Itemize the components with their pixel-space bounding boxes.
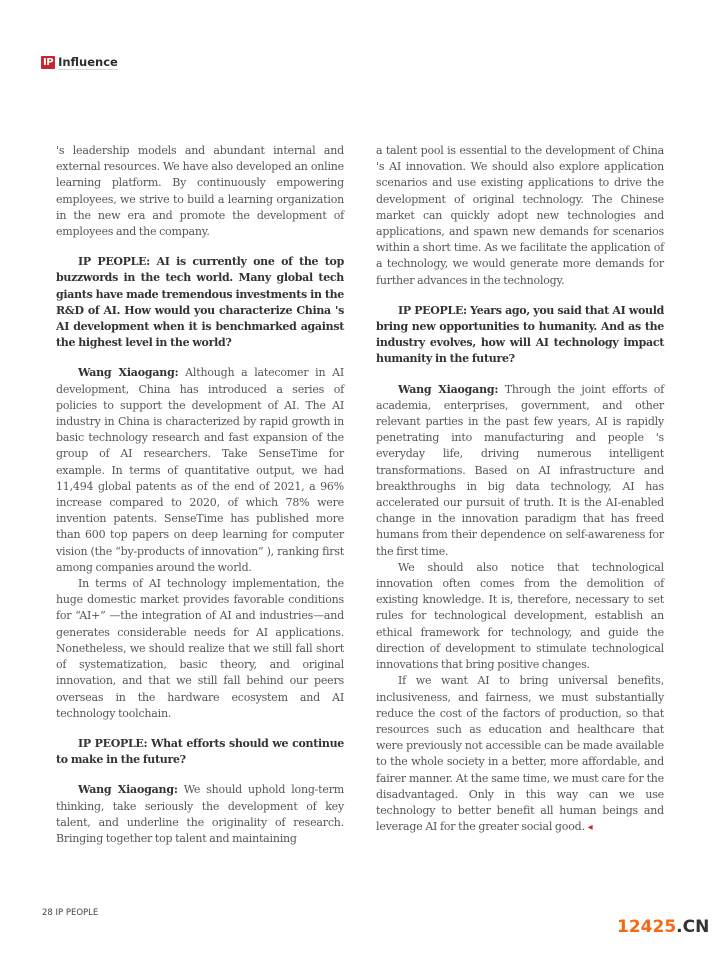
interview-question: IP PEOPLE: What efforts should we continue to make in the future?: [56, 736, 344, 767]
section-title: Influence: [58, 55, 118, 69]
section-header: [41, 55, 118, 70]
paragraph: 's leadership models and abundant internal and external resources. We have also developed an online learning platform. By continuously empowering employees, we strive to build a learning organization in the new era and promote the development of employees and the company.: [56, 144, 344, 239]
ip-logo-badge: IP: [43, 57, 54, 68]
watermark-logo: [617, 917, 709, 937]
interview-answer: [56, 782, 344, 847]
page-footer: 28 IP PEOPLE: [42, 908, 99, 918]
article-column-right: [376, 143, 664, 836]
interview-question: IP PEOPLE: AI is currently one of the top buzzwords in the tech world. Many global tech giants have made tremendous investments in the R&D of AI. How would you characterize China 's AI development when it is benchmarked against the highest level in the world?: [56, 255, 344, 350]
paragraph: [376, 673, 664, 836]
answer-text: We should uphold long-term thinking, take seriously the development of key talent, and underline the originality of research. Bringing together top talent and maintaining: [56, 783, 344, 845]
watermark-domain: .CN: [676, 917, 710, 937]
article-column-left: [56, 143, 344, 847]
paragraph: In terms of AI technology implementation, the huge domestic market provides favorable conditions for “AI+” —the integration of AI and industries—and generates considerable needs for AI applications. Nonetheless, we should realize that we still fall short of systematization, basic theory, and original innovation, and that we still fall behind our peers overseas in the hardware ecosystem and AI technology toolchain.: [56, 577, 344, 720]
speaker-name: Wang Xiaogang:: [78, 783, 178, 797]
interview-answer: [56, 365, 344, 576]
speaker-name: Wang Xiaogang:: [398, 382, 499, 396]
paragraph: a talent pool is essential to the development of China 's AI innovation. We should also explore application scenarios and use existing applications to drive the development of original technology. The Chinese market can quickly adopt new technologies and applications, and spawn new demands for scenarios within a short time. As we facilitate the application of a technology, we would generate more demands for further advances in the technology.: [376, 144, 664, 287]
end-of-article-icon: ◂: [587, 822, 593, 834]
watermark-number: 12425: [617, 917, 677, 937]
paragraph: We should also notice that technological innovation often comes from the demolition of existing knowledge. It is, therefore, necessary to set rules for technological development, establish an ethical framework for technology, and guide the direction of development to stimulate technological innovations that bring positive changes.: [376, 560, 664, 672]
speaker-name: Wang Xiaogang:: [78, 366, 179, 380]
interview-question: IP PEOPLE: Years ago, you said that AI would bring new opportunities to humanity. And as the industry evolves, how will AI technology impact humanity in the future?: [376, 303, 664, 366]
answer-text: Although a latecomer in AI development, China has introduced a series of policies to support the development of AI. The AI industry in China is characterized by rapid growth in basic technology research and fast expansion of the group of AI researchers. Take SenseTime for example. In terms of quantitative output, we had 11,494 global patents as of the end of 2021, a 96% increase compared to 2020, of which 78% were invention patents. SenseTime has published more than 600 top papers on deep learning for computer vision (the “by-products of innovation” ), ranking first among companies around the world.: [56, 366, 344, 574]
answer-text: Through the joint efforts of academia, enterprises, government, and other relevant parties in the past few years, AI is rapidly penetrating into manufacturing and people 's everyday life, driving numerous intelligent transformations. Based on AI infrastructure and breakthroughs in big data technology, AI has accelerated our pursuit of truth. It is the AI-enabled change in the innovation paradigm that has freed humans from their dependence on self-awareness for the first time.: [376, 382, 664, 558]
interview-answer: [376, 382, 664, 560]
paragraph-text: If we want AI to bring universal benefits, inclusiveness, and fairness, we must substantially reduce the cost of the factors of production, so that resources such as education and healthcare that were previously not accessible can be made available to the whole society in a better, more affordable, and fairer manner. At the same time, we must care for the disadvantaged. Only in this way can we use technology to better benefit all human beings and leverage AI for the greater social good.: [376, 674, 664, 834]
